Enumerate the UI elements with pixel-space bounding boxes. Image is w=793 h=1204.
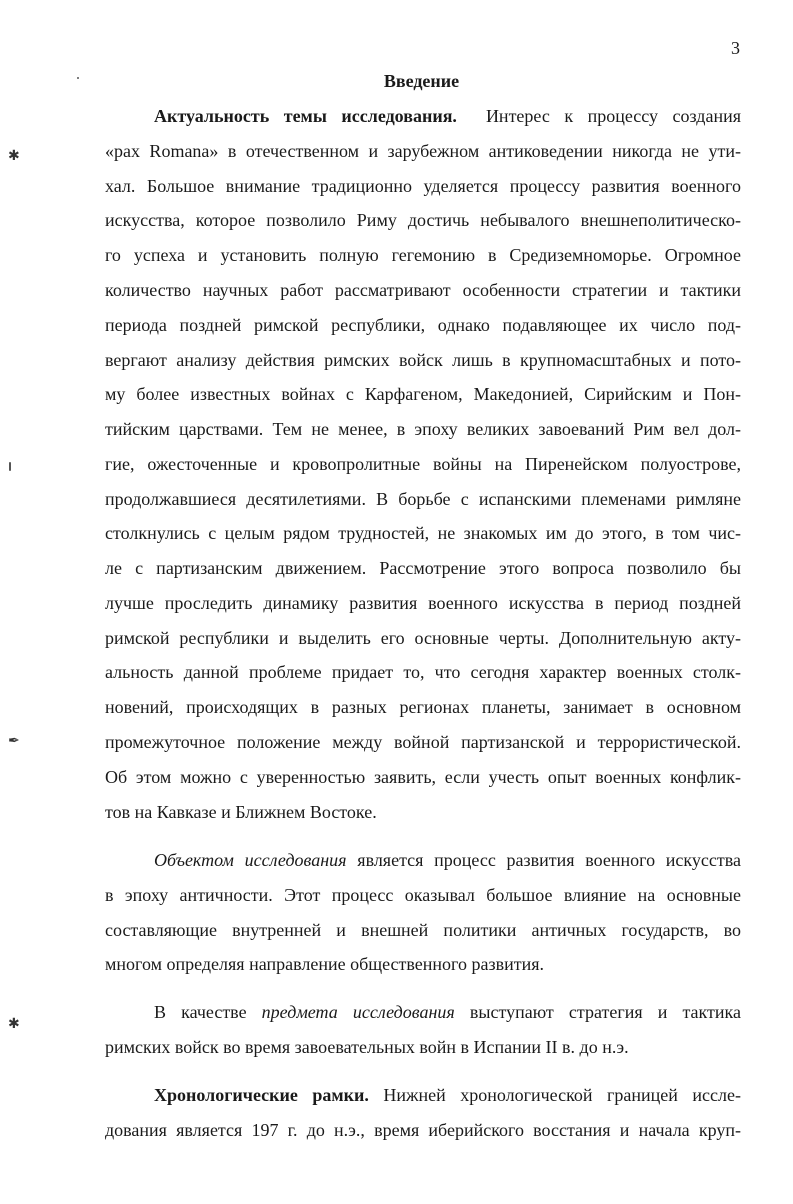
scan-mark-icon: ✱ — [8, 1017, 20, 1032]
paragraph-line: лучше проследить динамику развития военного искусства в период поздней — [105, 593, 741, 613]
paragraph-line: новений, происходящих в разных регионах планеты, занимает в основном — [105, 697, 741, 717]
paragraph-line: промежуточное положение между войной партизанской и террористической. — [105, 732, 741, 752]
paragraph-line: периода поздней римской республики, однако подавляющее их число под- — [105, 315, 741, 335]
relevance-heading: Актуальность темы исследования. — [154, 106, 457, 126]
paragraph-line: В качестве предмета исследования выступают стратегия и тактика — [154, 1002, 741, 1022]
paragraph-line: римских войск во время завоевательных войн в Испании II в. до н.э. — [105, 1037, 629, 1057]
paragraph-line: хал. Большое внимание традиционно уделяется процессу развития военного — [105, 176, 741, 196]
paragraph-line: ле с партизанским движением. Рассмотрение этого вопроса позволило бы — [105, 558, 741, 578]
paragraph-line: составляющие внутренней и внешней политики античных государств, во — [105, 920, 741, 940]
object-emphasis: Объектом исследования — [154, 850, 347, 870]
paragraph-line: вергают анализу действия римских войск лишь в крупномасштабных и пото- — [105, 350, 741, 370]
page-number: 3 — [731, 38, 740, 58]
paragraph-line: Хронологические рамки. Нижней хронологической границей иссле- — [154, 1085, 741, 1105]
section-title: Введение — [383, 71, 460, 91]
paragraph-line: Актуальность темы исследования. Интерес к процессу создания — [154, 106, 742, 126]
paragraph-line: Об этом можно с уверенностью заявить, если учесть опыт военных конфлик- — [105, 767, 741, 787]
scan-mark-icon: ✱ — [8, 149, 20, 164]
paragraph-line: «pax Romana» в отечественном и зарубежном антиковедении никогда не ути- — [105, 141, 741, 161]
paragraph-line: гие, ожесточенные и кровопролитные войны на Пиренейском полуострове, — [105, 454, 741, 474]
scan-dot-icon — [77, 77, 79, 79]
paragraph-line: количество научных работ рассматривают особенности стратегии и тактики — [105, 280, 741, 300]
paragraph-line: дования является 197 г. до н.э., время иберийского восстания и начала круп- — [105, 1120, 741, 1140]
chronology-heading: Хронологические рамки. — [154, 1085, 369, 1105]
scan-mark-icon: ✒ — [8, 734, 20, 749]
paragraph-line: в эпоху античности. Этот процесс оказывал большое влияние на основные — [105, 885, 741, 905]
paragraph-line: альность данной проблеме придает то, что сегодня характер военных столк- — [105, 662, 741, 682]
paragraph-line: столкнулись с целым рядом трудностей, не знакомых им до этого, в том чис- — [105, 523, 741, 543]
paragraph-line: продолжавшиеся десятилетиями. В борьбе с испанскими племенами римляне — [105, 489, 741, 509]
paragraph-line: тийским царствами. Тем не менее, в эпоху великих завоеваний Рим вел дол- — [105, 419, 741, 439]
paragraph-line: римской республики и выделить его основные черты. Дополнительную акту- — [105, 628, 741, 648]
paragraph-line: Объектом исследования является процесс развития военного искусства — [154, 850, 742, 870]
subject-emphasis: предмета исследования — [261, 1002, 455, 1022]
paragraph-line: тов на Кавказе и Ближнем Востоке. — [105, 802, 377, 822]
scan-dot-icon — [9, 462, 11, 471]
paragraph-line: искусства, которое позволило Риму достичь небывалого внешнеполитическо- — [105, 210, 741, 230]
paragraph-line: му более известных войнах с Карфагеном, Македонией, Сирийским и Пон- — [105, 384, 741, 404]
paragraph-line: го успеха и установить полную гегемонию в Средиземноморье. Огромное — [105, 245, 741, 265]
paragraph-line: многом определяя направление общественного развития. — [105, 954, 544, 974]
